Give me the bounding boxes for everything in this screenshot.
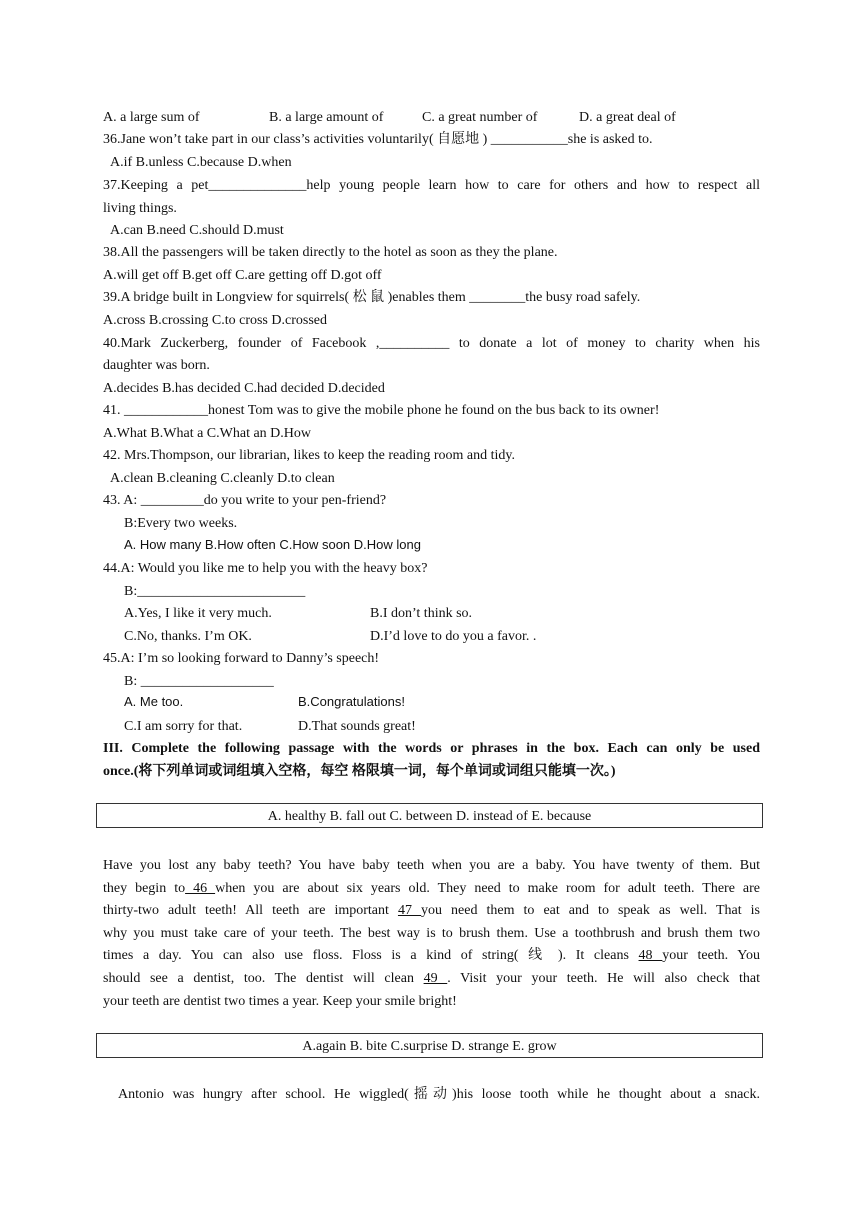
option-b: B.Congratulations! — [298, 694, 405, 709]
answer-43: B:Every two weeks. — [124, 516, 238, 531]
option-d: D.That sounds great! — [298, 719, 416, 734]
question-40-cont: daughter was born. — [103, 358, 210, 373]
question-37: 37.Keeping a pet______________help young people learn how to care for others and how to respect all — [103, 178, 760, 193]
option-a: A. a large sum of — [103, 110, 200, 125]
option-a: A. Me too. — [124, 694, 184, 709]
options-41: A.What B.What a C.What an D.How — [103, 426, 311, 441]
passage-line: should see a dentist, too. The dentist will clean 49 . Visit your your teeth. He will also check that — [103, 971, 760, 986]
option-b: B.I don’t think so. — [370, 606, 473, 621]
options-36: A.if B.unless C.because D.when — [110, 155, 292, 170]
question-43: 43. A: _________do you write to your pen-friend? — [103, 493, 387, 508]
option-c: C. a great number of — [422, 110, 538, 125]
options-43: A. How many B.How often C.How soon D.How long — [124, 537, 421, 552]
option-d: D. a great deal of — [579, 110, 676, 125]
passage-line: your teeth are dentist two times a year. Keep your smile bright! — [103, 994, 457, 1009]
blank-47[interactable]: 47 — [397, 903, 421, 918]
passage-line: Have you lost any baby teeth? You have baby teeth when you are a baby. You have twenty of them. But — [103, 858, 760, 873]
word-box-1: A. healthy B. fall out C. between D. instead of E. because — [96, 803, 763, 828]
section-heading-cont: once.(将下列单词或词组填入空格，每空 格限填一词，每个单词或词组只能填一次。) — [103, 764, 616, 779]
blank-49[interactable]: 49 — [423, 971, 448, 986]
option-a: A.Yes, I like it very much. — [124, 606, 272, 621]
question-45: 45.A: I’m so looking forward to Danny’s speech! — [103, 651, 380, 666]
question-36: 36.Jane won’t take part in our class’s activities voluntarily( 自愿地 ) ___________she is asked to. — [103, 132, 653, 147]
passage-line: thirty-two adult teeth! All teeth are important 47 you need them to eat and to speak as well. That is — [103, 903, 760, 918]
passage-line: why you must take care of your teeth. The best way is to brush them. Use a toothbrush and brush them two — [103, 926, 760, 941]
option-d: D.I’d love to do you a favor. . — [370, 629, 537, 644]
answer-44: B:________________________ — [124, 584, 306, 599]
option-c: C.No, thanks. I’m OK. — [124, 629, 252, 644]
answer-45: B: ___________________ — [124, 674, 274, 689]
passage-line: they begin to 46 when you are about six years old. They need to make room for adult teeth. There are — [103, 881, 760, 896]
question-41: 41. ____________honest Tom was to give the mobile phone he found on the bus back to its owner! — [103, 403, 660, 418]
passage-2-line: Antonio was hungry after school. He wiggled(摇动)his loose tooth while he thought about a snack. — [118, 1087, 760, 1102]
question-39: 39.A bridge built in Longview for squirrels( 松 鼠 )enables them ________the busy road safely. — [103, 290, 641, 305]
options-40: A.decides B.has decided C.had decided D.decided — [103, 381, 385, 396]
passage-line: times a day. You can also use floss. Floss is a kind of string( 线 ). It cleans 48 your teeth. You — [103, 948, 761, 963]
question-37-cont: living things. — [103, 201, 177, 216]
section-heading: III. Complete the following passage with the words or phrases in the box. Each can only be used — [103, 741, 760, 756]
word-box-2: A.again B. bite C.surprise D. strange E. grow — [96, 1033, 763, 1058]
question-40: 40.Mark Zuckerberg, founder of Facebook ,__________ to donate a lot of money to charity when his — [103, 336, 760, 351]
options-37: A.can B.need C.should D.must — [110, 223, 284, 238]
question-44: 44.A: Would you like me to help you with the heavy box? — [103, 561, 428, 576]
options-38: A.will get off B.get off C.are getting off D.got off — [103, 268, 382, 283]
options-42: A.clean B.cleaning C.cleanly D.to clean — [110, 471, 335, 486]
blank-48[interactable]: 48 — [638, 948, 663, 963]
options-39: A.cross B.crossing C.to cross D.crossed — [103, 313, 327, 328]
question-42: 42. Mrs.Thompson, our librarian, likes to keep the reading room and tidy. — [103, 448, 516, 463]
option-b: B. a large amount of — [269, 110, 384, 125]
blank-46[interactable]: 46 — [185, 881, 216, 896]
question-38: 38.All the passengers will be taken directly to the hotel as soon as they the plane. — [103, 245, 558, 260]
option-c: C.I am sorry for that. — [124, 719, 243, 734]
